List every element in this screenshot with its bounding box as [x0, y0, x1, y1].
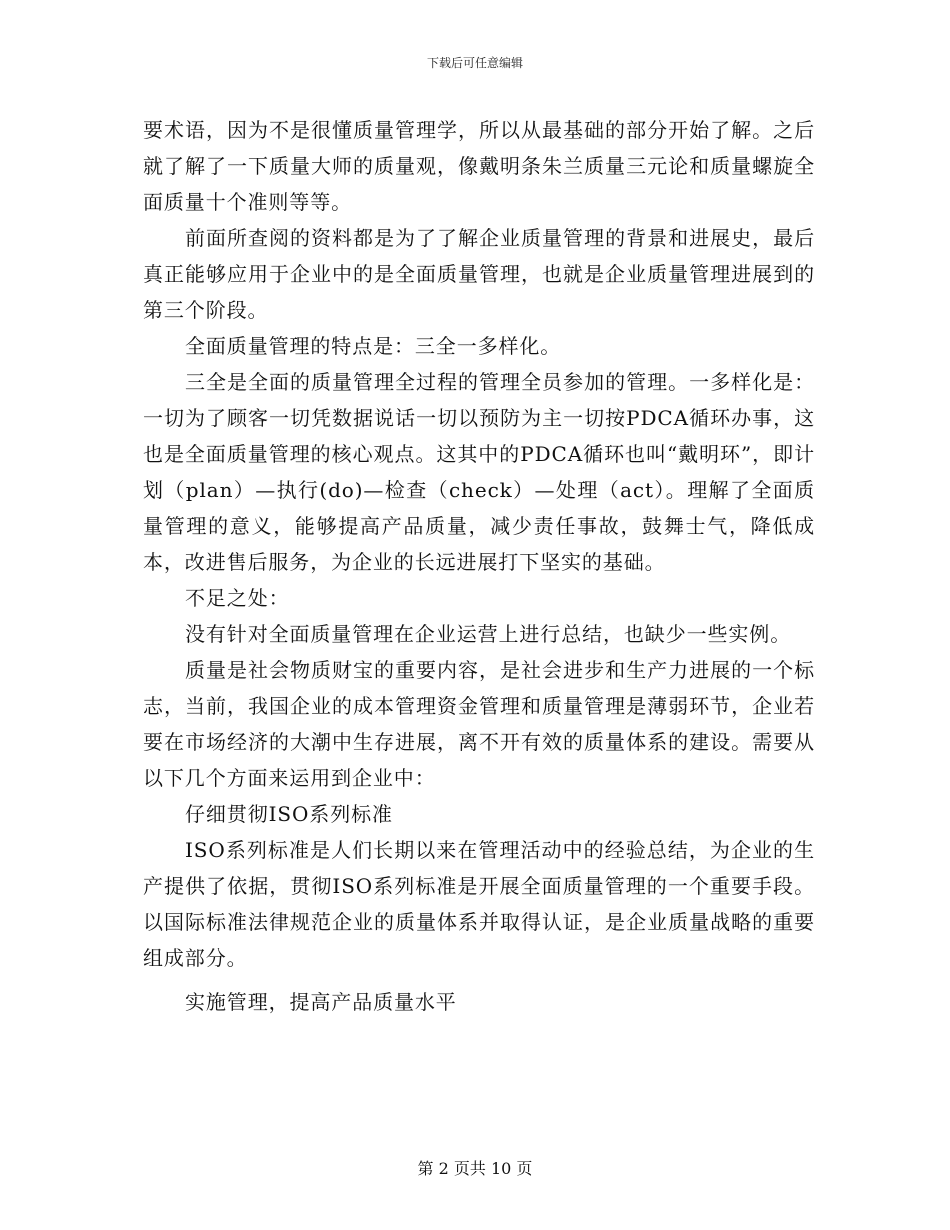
paragraph-iso-body: ISO系列标准是人们长期以来在管理活动中的经验总结，为企业的生产提供了依据，贯彻ISO系列标准是开展全面质量管理的一个重要手段。以国际标准法律规范企业的质量体系并取得认证，是企业质量战略的重要组成部分。 [143, 838, 815, 970]
paragraph-tqm-features: 全面质量管理的特点是：三全一多样化。 [185, 334, 562, 358]
page-footer: 第 2 页共 10 页 [417, 1159, 533, 1178]
paragraph-quality-importance: 质量是社会物质财宝的重要内容，是社会进步和生产力进展的一个标志，当前，我国企业的成本管理资金管理和质量管理是薄弱环节，企业若要在市场经济的大潮中生存进展，离不开有效的质量体系的建设。需要从以下几个方面来运用到企业中： [143, 658, 815, 790]
paragraph-implementation-heading: 实施管理，提高产品质量水平 [185, 990, 457, 1014]
paragraph-continued-terms: 要术语，因为不是很懂质量管理学，所以从最基础的部分开始了解。之后就了解了一下质量大师的质量观，像戴明条朱兰质量三元论和质量螺旋全面质量十个准则等等。 [143, 118, 815, 214]
paragraph-iso-heading: 仔细贯彻ISO系列标准 [185, 802, 393, 826]
document-body [143, 112, 815, 1020]
paragraph-shortcomings: 没有针对全面质量管理在企业运营上进行总结，也缺少一些实例。 [185, 622, 792, 646]
paragraph-background: 前面所查阅的资料都是为了了解企业质量管理的背景和进展史，最后真正能够应用于企业中的是全面质量管理，也就是企业质量管理进展到的第三个阶段。 [143, 226, 815, 322]
page-header: 下载后可任意编辑 [426, 56, 523, 70]
paragraph-shortcomings-heading: 不足之处： [185, 586, 290, 610]
paragraph-three-all: 三全是全面的质量管理全过程的管理全员参加的管理。一多样化是：一切为了顾客一切凭数据说话一切以预防为主一切按PDCA循环办事，这也是全面质量管理的核心观点。这其中的PDCA循环也叫“戴明环”，即计划（plan）—执行(do)—检查（check）—处理（act）。理解了全面质量管理的意义，能够提高产品质量，减少责任事故，鼓舞士气，降低成本，改进售后服务，为企业的长远进展打下坚实的基础。 [143, 370, 815, 574]
